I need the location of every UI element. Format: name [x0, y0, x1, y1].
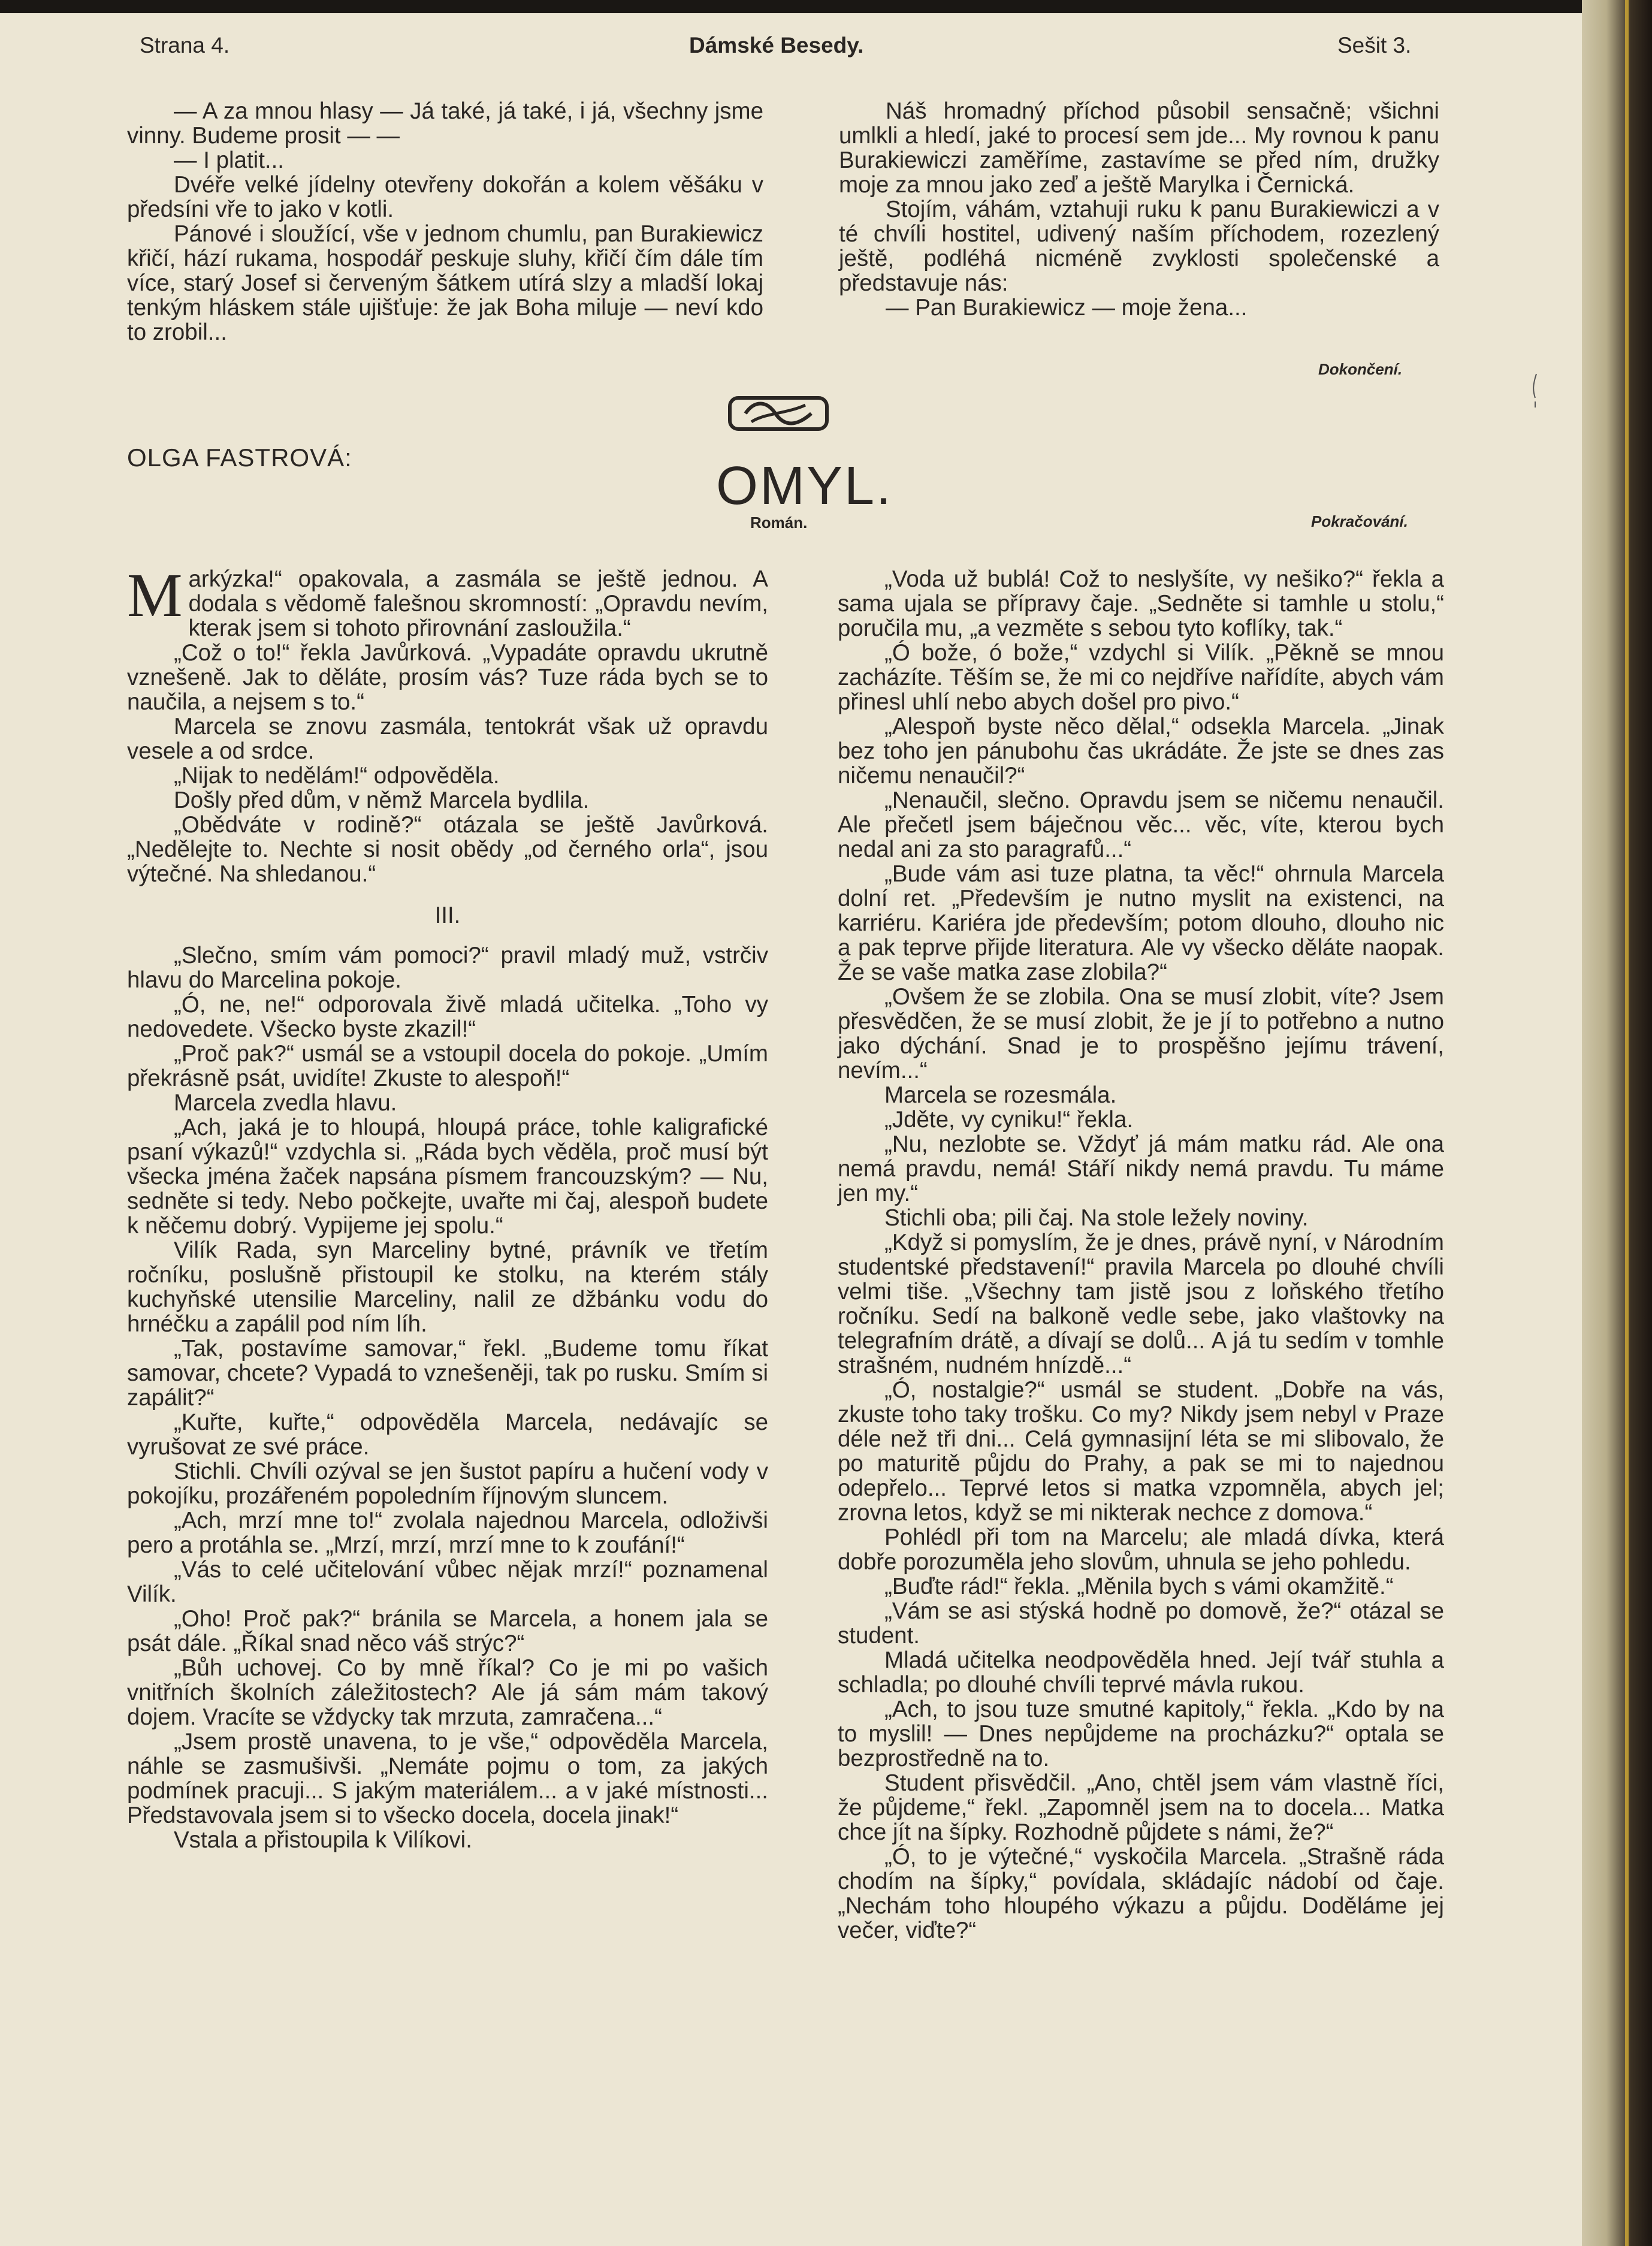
paragraph: „Ach, jaká je to hloupá, hloupá práce, tohle kaligrafické psaní výkazů!“ vzdychla si. „Ráda bych věděla, proč musí být všecka jména žaček napsána písmem francouzským? — Nu, sedněte si tedy. Nebo počkejte, uvařte mi čaj, alespoň budete k něčemu dobrý. Vypijeme jej spolu.“ — [127, 1115, 768, 1239]
paragraph: „Ó bože, ó bože,“ vzdychl si Vilík. „Pěkně se mnou zacházíte. Těším se, že mi co nejdříve nařídíte, abych vám přinesl uhlí nebo abych došel pro pivo.“ — [838, 640, 1444, 715]
paragraph: Dvéře velké jídelny otevřeny dokořán a kolem věšáku v předsíni vře to jako v kotli. — [127, 172, 763, 222]
story-right-column — [838, 567, 1444, 1943]
paragraph: „Bude vám asi tuze platna, ta věc!“ ohrnula Marcela dolní ret. „Především je nutno myslit na existenci, na karriéru. Kariéra jde především; potom dlouho, dlouho nic a pak teprve přijde literatura. Ale vy všecko děláte naopak. Že se vaše matka zase zlobila?“ — [838, 861, 1444, 985]
paragraph: Stojím, váhám, vztahuji ruku k panu Burakiewiczi a v té chvíli hostitel, udivený naším příchodem, rozezlený ještě, podléhá nicméně zvyklosti společenské a představuje nás: — [839, 197, 1439, 296]
paragraph: — A za mnou hlasy — Já také, já také, i já, všechny jsme vinny. Budeme prosit — — — [127, 98, 763, 149]
paragraph: „Voda už bublá! Což to neslyšíte, vy nešiko?“ řekla a sama ujala se přípravy čaje. „Sedněte si tamhle u stolu,“ poručila mu, „a vezměte s sebou tyto koflíky, tak.“ — [838, 566, 1444, 641]
continued-label: Pokračování. — [1311, 512, 1408, 530]
paragraph: „Ó, nostalgie?“ usmál se student. „Dobře na vás, zkuste toho taky trošku. Co my? Nikdy jsem nebyl v Praze déle než tři dni... Celá gymnasijní léta se mi slibovalo, že po maturitě půjdu do Prahy, a pak se mi to najednou odepřelo... Teprvé letos si matka vzpomněla, abych jel; zrovna letos, když se mi nikterak nechce z domova.“ — [838, 1377, 1444, 1526]
scan-top-edge — [0, 0, 1652, 13]
paragraph: „Kuřte, kuřte,“ odpověděla Marcela, nedávajíc se vyrušovat ze své práce. — [127, 1409, 768, 1460]
chapter-number: III. — [434, 902, 461, 928]
paragraph: — I platit... — [174, 147, 285, 173]
paragraph: „Ovšem že se zlobila. Ona se musí zlobit, víte? Jsem přesvědčen, že se musí zlobit, že je jí to potřebno a nutno jako dýchání. Snad je to prospěšno jejímu trávení, nevím...“ — [838, 984, 1444, 1083]
paragraph: „Buďte rád!“ řekla. „Měnila bych s vámi okamžitě.“ — [884, 1574, 1394, 1599]
story-author: OLGA FASTROVÁ: — [127, 443, 352, 472]
paragraph: „Vás to celé učitelování vůbec nějak mrzí!“ poznamenal Vilík. — [127, 1557, 768, 1607]
paragraph: „Nenaučil, slečno. Opravdu jsem se ničemu nenaučil. Ale přečetl jsem báječnou věc... věc, víte, kterou bych nedal ani za sto paragrafů...“ — [838, 787, 1444, 862]
paragraph: Stichli oba; pili čaj. Na stole ležely noviny. — [884, 1205, 1309, 1231]
paragraph: Vstala a přistoupila k Vilíkovi. — [174, 1827, 472, 1853]
magazine-title: Dámské Besedy. — [689, 33, 864, 58]
paragraph: „Nu, nezlobte se. Vždyť já mám matku rád. Ale ona nemá pravdu, nemá! Stáří nikdy nemá pravdu. Tu máme jen my.“ — [838, 1131, 1444, 1206]
spine-gold-line — [1625, 0, 1629, 2246]
genre-label: Román. — [750, 514, 808, 532]
paragraph: „Bůh uchovej. Co by mně říkal? Co je mi po vašich vnitřních školních záležitostech? Ale já sám mám takový dojem. Vracíte se vždycky tak mrzuta, zamračena...“ — [127, 1655, 768, 1730]
paragraph: „Ach, to jsou tuze smutné kapitoly,“ řekla. „Kdo by na to myslil! — Dnes nepůjdeme na procházku?“ optala se bezprostředně na to. — [838, 1696, 1444, 1771]
paragraph: „Tak, postavíme samovar,“ řekl. „Budeme tomu říkat samovar, chcete? Vypadá to vznešeněji, tak po rusku. Smím si zapálit?“ — [127, 1336, 768, 1411]
drop-cap: M — [127, 561, 183, 630]
story-left-column — [127, 561, 768, 1853]
paragraph: Marcela se znovu zasmála, tentokrát však už opravdu vesele a od srdce. — [127, 714, 768, 764]
paragraph: „Nijak to nedělám!“ odpověděla. — [174, 763, 500, 789]
paragraph: „Ó, to je výtečné,“ vyskočila Marcela. „Strašně ráda chodím na šípky,“ povídala, skládajíc nádobí od čaje. „Nechám toho hloupého výkazu a půjdu. Doděláme jej večer, viďte?“ — [838, 1844, 1444, 1943]
paragraph: Náš hromadný příchod působil sensačně; všichni umlkli a hledí, jaké to procesí sem jde... My rovnou k panu Burakiewiczi zaměříme, zastavíme se před ním, družky moje za mnou jako zeď a ještě Marylka i Černická. — [839, 98, 1439, 198]
paragraph: „Jsem prostě unavena, to je vše,“ odpověděla Marcela, náhle se zasmušivši. „Nemáte pojmu o tom, za jakých podmínek pracuji... S jakým materiálem... a v jaké místnosti... Představovala jsem si to všecko docela, docela jinak!“ — [127, 1729, 768, 1828]
book-spine — [1582, 0, 1652, 2246]
paragraph: „Vám se asi stýská hodně po domově, že?“ otázal se student. — [838, 1598, 1444, 1649]
end-label: Dokončení. — [1318, 360, 1403, 378]
previous-story-right-column — [839, 99, 1439, 320]
paragraph: Marcela se rozesmála. — [884, 1082, 1117, 1108]
paragraph: Marcela zvedla hlavu. — [174, 1090, 397, 1116]
paragraph: Markýzka!“ opakovala, a zasmála se ještě jednou. A dodala s vědomě falešnou skromností: „Opravdu nevím, kterak jsem si tohoto přirovnání zasloužila.“ — [127, 561, 768, 641]
paragraph: „Když si pomyslím, že je dnes, právě nyní, v Národním studentské představení!“ pravila Marcela po dlouhé chvíli velmi tiše. „Všechny tam jistě jsou z loňského třetího ročníku. Sedí na balkoně vedle sebe, jako vlaštovky na telegrafním drátě, a dívají se dolů... A já tu sedím v tomhle strašném, nudném hnízdě...“ — [838, 1230, 1444, 1378]
paragraph: „Alespoň byste něco dělal,“ odsekla Marcela. „Jinak bez toho jen pánubohu čas ukrádáte. Že jste se dnes zas ničemu nenaučil?“ — [838, 714, 1444, 789]
paragraph: „Jděte, vy cyniku!“ řekla. — [884, 1107, 1134, 1133]
paragraph: „Což o to!“ řekla Javůrková. „Vypadáte opravdu ukrutně vznešeně. Jak to děláte, prosím vás? Tuze ráda bych se to naučila, a nejsem s to.“ — [127, 640, 768, 715]
paragraph: Student přisvědčil. „Ano, chtěl jsem vám vlastně říci, že půjdeme,“ řekl. „Zapomněl jsem na to docela... Matka chce jít na šípky. Rozhodně půjdete s námi, že?“ — [838, 1770, 1444, 1845]
paragraph: „Oho! Proč pak?“ bránila se Marcela, a honem jala se psát dále. „Říkal snad něco váš strýc?“ — [127, 1606, 768, 1656]
previous-story-left-column — [127, 99, 763, 345]
paragraph: Vilík Rada, syn Marceliny bytné, právník ve třetím ročníku, poslušně přistoupil ke stolku, na kterém stály kuchyňské utensilie Marceliny, nalil ze džbánku vodu do hrnéčku a zapálil pod ním líh. — [127, 1237, 768, 1337]
paragraph: „Proč pak?“ usmál se a vstoupil docela do pokoje. „Umím překrásně psát, uvidíte! Zkuste to alespoň!“ — [127, 1041, 768, 1091]
paragraph: „Obědváte v rodině?“ otázala se ještě Javůrková. „Nedělejte to. Nechte si nosit obědy „od černého orla“, jsou výtečné. Na shledanou.“ — [127, 812, 768, 887]
ornament-icon — [727, 396, 829, 431]
paragraph: Stichli. Chvíli ozýval se jen šustot papíru a hučení vody v pokojíku, prozářeném popoledním říjnovým sluncem. — [127, 1459, 768, 1509]
story-title: OMYL. — [716, 456, 893, 516]
paragraph: Pánové i sloužící, vše v jednom chumlu, pan Burakiewicz křičí, hází rukama, hospodář peskuje sluhy, křičí čím dále tím více, starý Josef si červeným šátkem utírá slzy a mladší lokaj tenkým hláskem stále ujišťuje: že jak Boha miluje — neví kdo to zrobil... — [127, 221, 763, 345]
paragraph: Došly před dům, v němž Marcela bydlila. — [174, 787, 590, 813]
paragraph: Mladá učitelka neodpověděla hned. Její tvář stuhla a schladla; po dlouhé chvíli teprvé mávla rukou. — [838, 1647, 1444, 1698]
paragraph: Pohlédl při tom na Marcelu; ale mladá dívka, která dobře porozuměla jeho slovům, uhnula se jeho pohledu. — [838, 1524, 1444, 1575]
paragraph: „Slečno, smím vám pomoci?“ pravil mladý muž, vstrčiv hlavu do Marcelina pokoje. — [127, 943, 768, 993]
page-number: Strana 4. — [140, 33, 230, 58]
paragraph: „Ó, ne, ne!“ odporovala živě mladá učitelka. „Toho vy nedovedete. Všecko byste zkazil!“ — [127, 992, 768, 1042]
paragraph: — Pan Burakiewicz — moje žena... — [886, 295, 1248, 321]
pencil-mark — [1532, 373, 1539, 409]
issue-number: Sešit 3. — [1337, 33, 1412, 58]
paragraph: „Ach, mrzí mne to!“ zvolala najednou Marcela, odloživši pero a protáhla se. „Mrzí, mrzí, mrzí mne to k zoufání!“ — [127, 1508, 768, 1558]
